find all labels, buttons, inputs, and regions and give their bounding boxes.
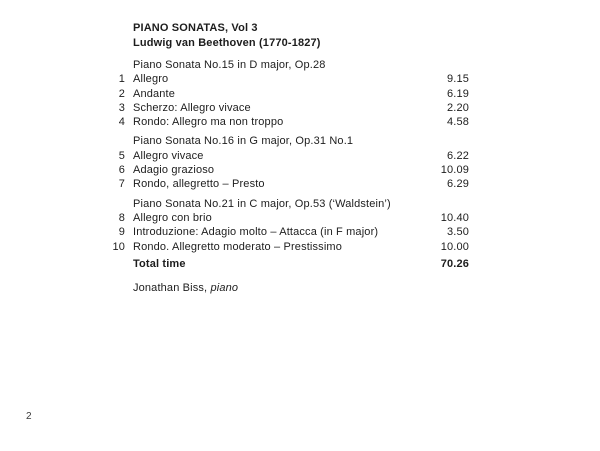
total-time-row [103,257,469,271]
track-title: Rondo. Allegretto moderato – Prestissimo [133,240,342,253]
track-number: 3 [118,101,125,114]
track-title: Rondo, allegretto – Presto [133,178,265,191]
track-title: Allegro con brio [133,211,212,224]
track-list [103,58,469,254]
track-row [103,115,469,129]
track-number: 8 [118,211,125,224]
track-row [103,101,469,115]
track-title: Allegro vivace [133,149,204,162]
track-row [103,240,469,254]
composer-name: Ludwig van Beethoven (1770-1827) [133,37,321,49]
album-title: PIANO SONATAS, Vol 3 [133,22,258,34]
track-row [103,163,469,177]
total-time-value: 70.26 [440,257,469,270]
track-title: Introduzione: Adagio molto – Attacca (in F major) [133,226,379,239]
track-time: 10.00 [440,240,469,253]
track-number: 9 [118,226,125,239]
track-time: 9.15 [446,73,469,86]
track-title: Andante [133,87,176,100]
total-time-label: Total time [133,257,186,270]
track-title: Adagio grazioso [133,164,215,177]
album-header [133,21,469,51]
track-number: 10 [112,240,125,253]
track-row [103,87,469,101]
track-number: 7 [118,178,125,191]
track-time: 4.58 [446,116,469,129]
section-heading: Piano Sonata No.16 in G major, Op.31 No.1 [133,135,354,148]
track-row [103,149,469,163]
track-number: 6 [118,164,125,177]
track-time: 10.09 [440,164,469,177]
track-time: 3.50 [446,226,469,239]
track-title: Scherzo: Allegro vivace [133,101,251,114]
track-number: 4 [118,116,125,129]
section-heading: Piano Sonata No.21 in C major, Op.53 (‘Waldstein’) [133,197,391,210]
track-number: 1 [118,73,125,86]
track-row [103,211,469,225]
track-time: 10.40 [440,211,469,224]
performer-credit [133,281,469,295]
track-time: 6.29 [446,178,469,191]
track-number: 2 [118,87,125,100]
track-time: 2.20 [446,101,469,114]
section-heading: Piano Sonata No.15 in D major, Op.28 [133,59,326,71]
tracklist-content [103,21,469,295]
track-time: 6.22 [446,149,469,162]
performer-instrument: piano [210,282,239,295]
track-title: Allegro [133,73,169,86]
track-number: 5 [118,149,125,162]
track-row [103,72,469,86]
track-time: 6.19 [446,87,469,100]
track-title: Rondo: Allegro ma non troppo [133,116,284,129]
page-number: 2 [26,411,32,422]
track-row [103,177,469,191]
performer-name: Jonathan Biss, [133,282,211,295]
track-row [103,225,469,239]
